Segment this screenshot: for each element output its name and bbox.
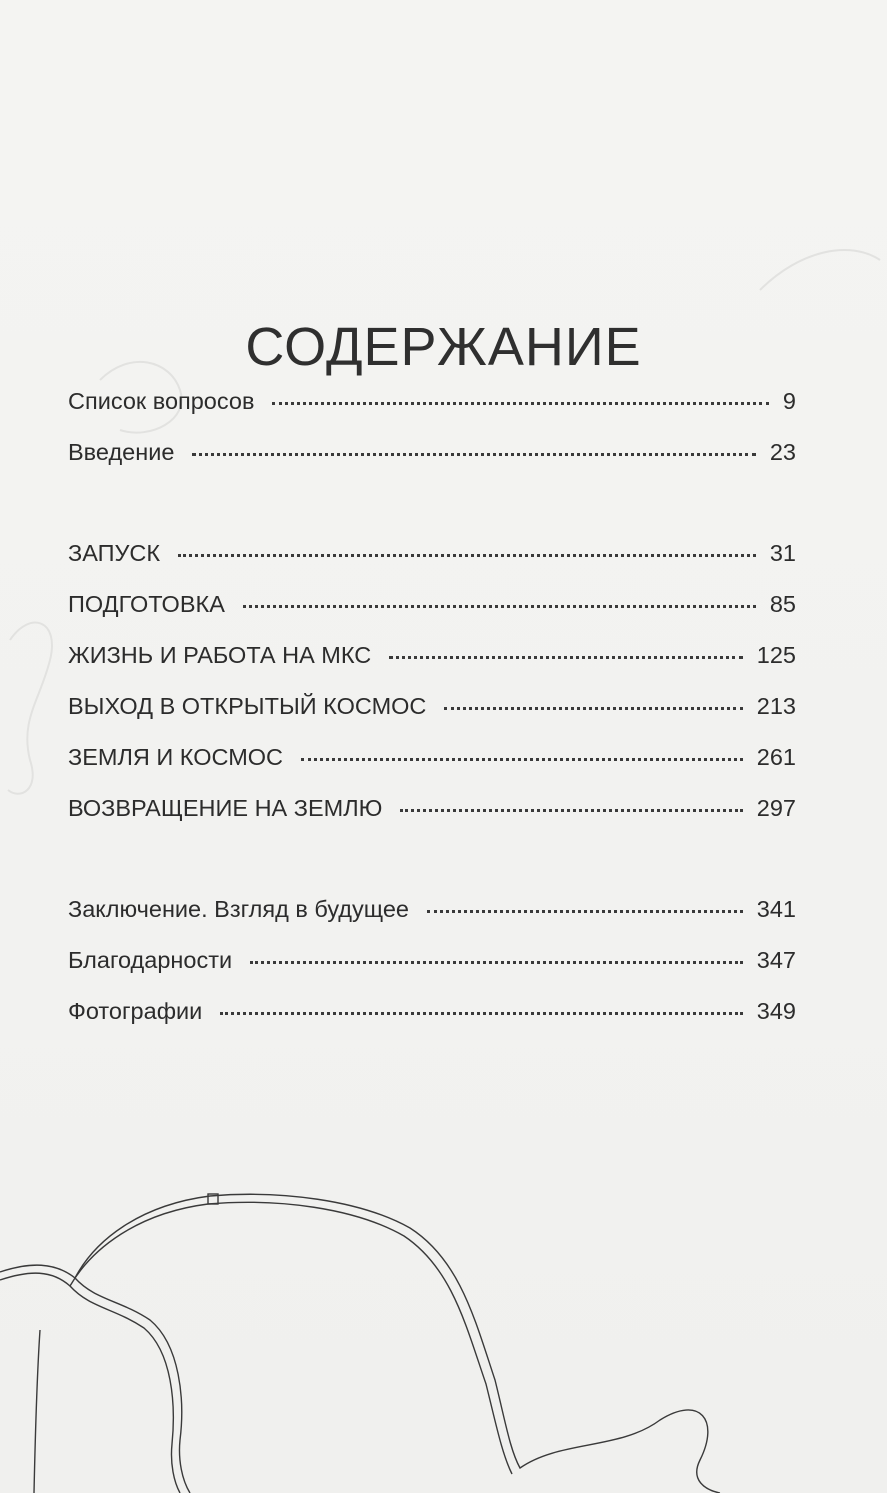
toc-entry[interactable] xyxy=(68,795,796,839)
toc-entry[interactable] xyxy=(68,896,796,940)
toc-leader-dots xyxy=(400,809,742,812)
toc-entry-page: 9 xyxy=(782,388,796,414)
toc-entry-page: 297 xyxy=(756,795,796,821)
toc-entry-label: ЗЕМЛЯ И КОСМОС xyxy=(68,744,284,770)
toc-entry-label: ВЫХОД В ОТКРЫТЫЙ КОСМОС xyxy=(68,693,427,719)
toc-entry-page: 85 xyxy=(769,591,796,617)
toc-entry[interactable] xyxy=(68,642,796,686)
toc-entry[interactable] xyxy=(68,693,796,737)
toc-entry-page: 349 xyxy=(756,998,796,1024)
toc-entry[interactable] xyxy=(68,591,796,635)
toc-entry-page: 125 xyxy=(756,642,796,668)
toc-leader-dots xyxy=(243,605,756,608)
toc-leader-dots xyxy=(192,453,755,456)
toc-entry-page: 31 xyxy=(769,540,796,566)
toc-entry-label: ВОЗВРАЩЕНИЕ НА ЗЕМЛЮ xyxy=(68,795,383,821)
toc-entry[interactable] xyxy=(68,998,796,1042)
toc-entry[interactable] xyxy=(68,439,796,483)
toc-entry[interactable] xyxy=(68,540,796,584)
page-title: СОДЕРЖАНИЕ xyxy=(245,317,642,378)
toc-leader-dots xyxy=(250,961,743,964)
toc-entry-label: ЗАПУСК xyxy=(68,540,161,566)
toc-entry-label: ПОДГОТОВКА xyxy=(68,591,225,617)
toc-entry-label: Фотографии xyxy=(68,998,203,1024)
toc-leader-dots xyxy=(220,1012,742,1015)
toc-entry[interactable] xyxy=(68,388,796,432)
toc-leader-dots xyxy=(301,758,743,761)
toc-entry-page: 213 xyxy=(756,693,796,719)
toc-entry-label: Список вопросов xyxy=(68,388,255,414)
toc-leader-dots xyxy=(444,707,742,710)
toc-entry-label: Благодарности xyxy=(68,947,233,973)
toc-entry-page: 23 xyxy=(769,439,796,465)
toc-leader-dots xyxy=(389,656,743,659)
toc-leader-dots xyxy=(178,554,756,557)
toc-entry-page: 261 xyxy=(756,744,796,770)
toc-leader-dots xyxy=(427,910,743,913)
toc-entry-label: ЖИЗНЬ И РАБОТА НА МКС xyxy=(68,642,372,668)
toc-leader-dots xyxy=(272,402,768,405)
toc-entry-label: Заключение. Взгляд в будущее xyxy=(68,896,409,922)
toc-entry-label: Введение xyxy=(68,439,175,465)
toc-entry[interactable] xyxy=(68,744,796,788)
toc-entry-page: 347 xyxy=(756,947,796,973)
toc-entry[interactable] xyxy=(68,947,796,991)
toc-entry-page: 341 xyxy=(756,896,796,922)
